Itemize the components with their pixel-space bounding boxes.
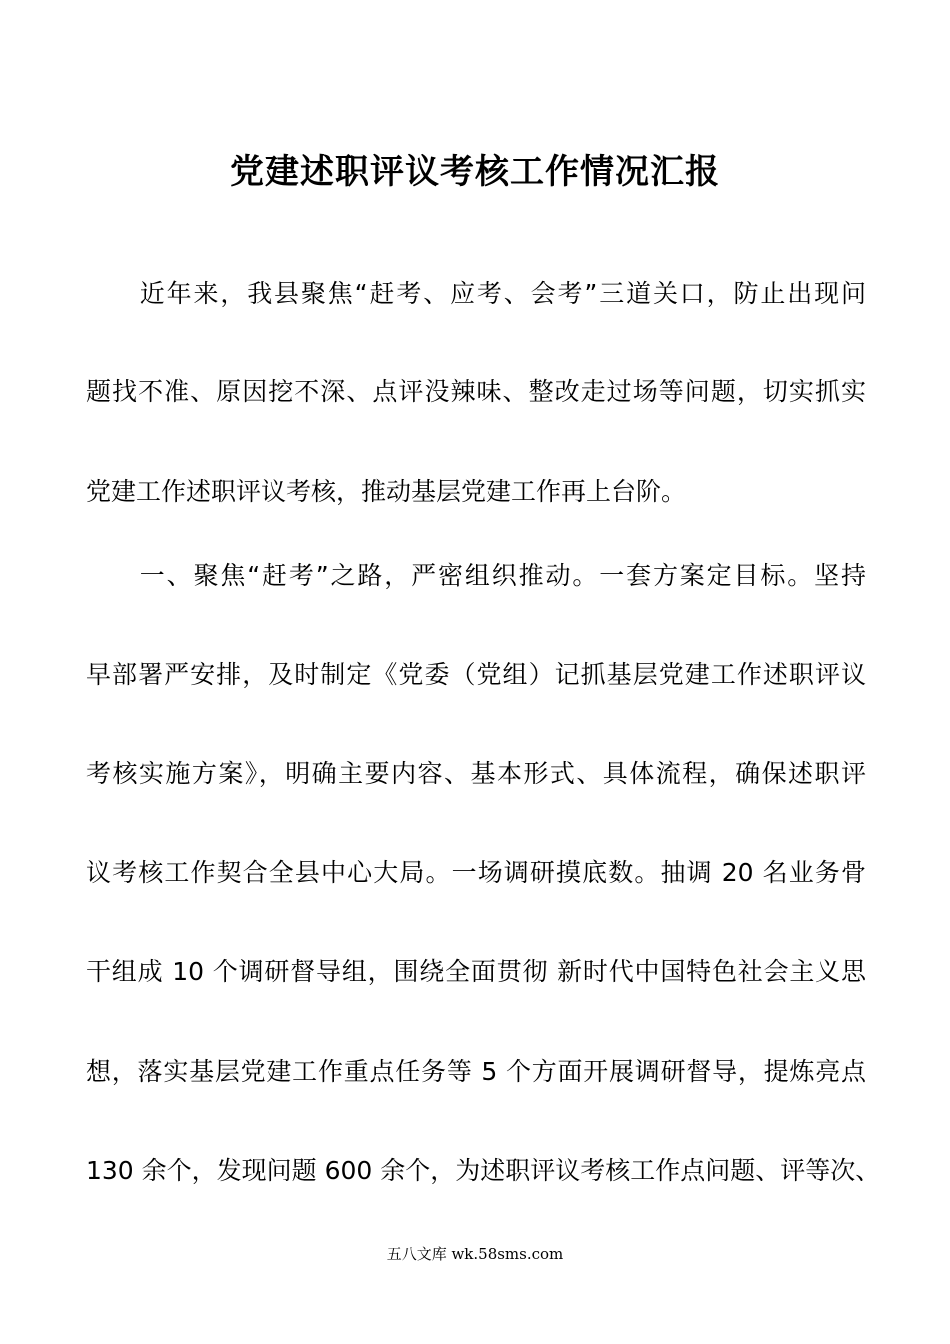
document-title: 党建述职评议考核工作情况汇报 [230, 152, 720, 192]
paragraph-line: 考核实施方案》，明确主要内容、基本形式、具体流程，确保述职评 [86, 759, 866, 788]
paragraph-line: 党建工作述职评议考核，推动基层党建工作再上台阶。 [86, 477, 687, 506]
paragraph-line: 近年来，我县聚焦“赶考、应考、会考”三道关口，防止出现问 [86, 279, 866, 308]
paragraph-line: 题找不准、原因挖不深、点评没辣味、整改走过场等问题，切实抓实 [86, 377, 866, 406]
footer-watermark: 五八文库 wk.58sms.com [386, 1245, 564, 1263]
paragraph-line: 一、聚焦“赶考”之路，严密组织推动。一套方案定目标。坚持 [86, 561, 866, 590]
paragraph-line: 议考核工作契合全县中心大局。一场调研摸底数。抽调 20 名业务骨 [86, 858, 866, 887]
paragraph-line: 干组成 10 个调研督导组，围绕全面贯彻 新时代中国特色社会主义思 [86, 957, 866, 986]
paragraph-line: 想，落实基层党建工作重点任务等 5 个方面开展调研督导，提炼亮点 [86, 1057, 866, 1086]
paragraph-line: 早部署严安排，及时制定《党委（党组）记抓基层党建工作述职评议 [86, 660, 866, 689]
paragraph-line: 130 余个，发现问题 600 余个，为述职评议考核工作点问题、评等次、 [86, 1156, 881, 1185]
